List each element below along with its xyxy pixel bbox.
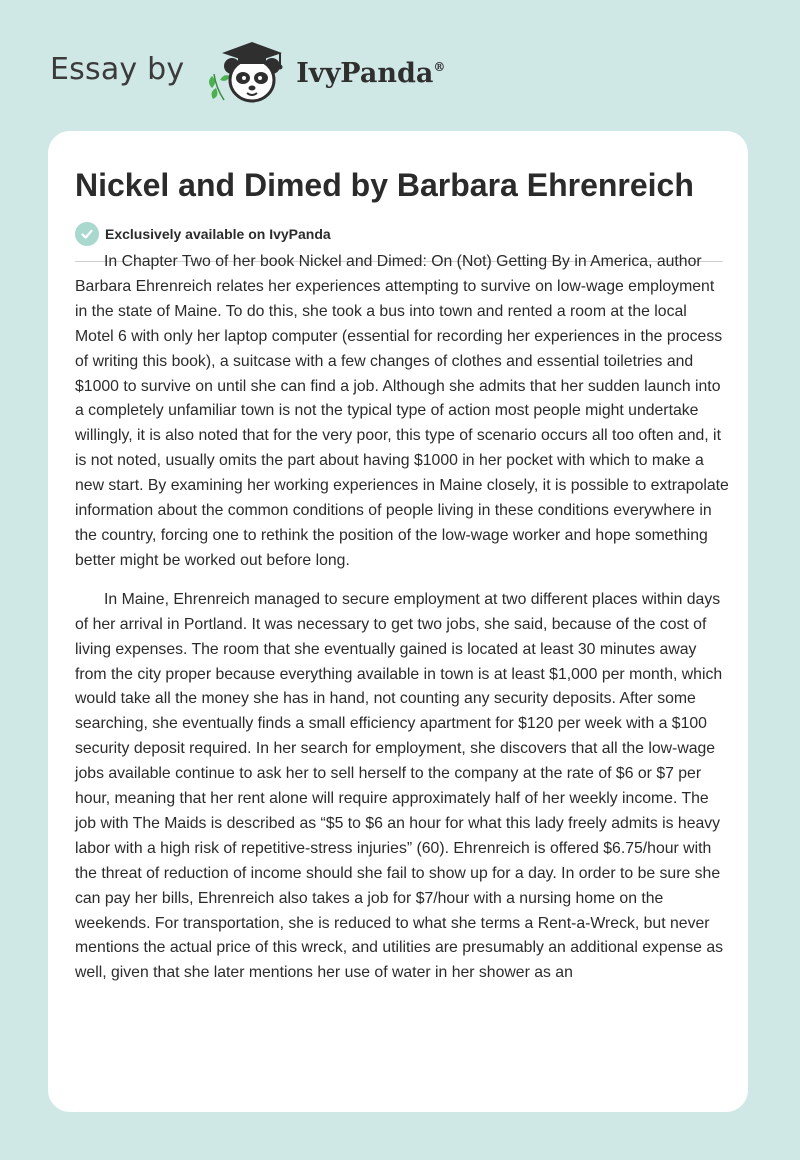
- check-circle-icon: [75, 222, 99, 246]
- essay-title: Nickel and Dimed by Barbara Ehrenreich: [75, 167, 694, 203]
- badge-label: Exclusively available on IvyPanda: [105, 226, 331, 242]
- brand-name-text: IvyPanda: [296, 57, 434, 89]
- brand-header: [50, 36, 445, 108]
- brand-name: [296, 58, 445, 89]
- panda-logo-icon: [202, 36, 290, 108]
- registered-mark: ®: [433, 59, 446, 74]
- paragraph: In Maine, Ehrenreich managed to secure employment at two different places within days of her arrival in Portland. It was necessary to get two jobs, she said, because of the cost of living expenses. The room that she eventually gained is located at least 30 minutes away from the city proper because everything available in town is at least $1,000 per month, which would take all the money she has in hand, not counting any security deposits. After some searching, she eventually finds a small efficiency apartment for $120 per week with a $100 security deposit required. In her search for employment, she discovers that all the low-wage jobs available continue to ask her to sell herself to the company at the rate of $6 or $7 per hour, meaning that her rent alone will require approximately half of her weekly income. The job with The Maids is described as “$5 to $6 an hour for what this lady freely admits is heavy labor with a high risk of repetitive-stress injuries” (60). Ehrenreich is offered $6.75/hour with the threat of reduction of income should she fail to show up for a day. In order to be sure she can pay her bills, Ehrenreich also takes a job for $7/hour with a nursing home on the weekends. For transportation, she is reduced to what she terms a Rent-a-Wreck, but never mentions the actual price of this wreck, and utilities are presumably an additional expense as well, given that she later mentions her use of water in her shower as an: [75, 590, 724, 982]
- brand-prefix: Essay by: [50, 51, 185, 87]
- essay-body: [75, 250, 729, 1000]
- essay-card: [48, 131, 748, 1112]
- exclusive-badge: [75, 222, 331, 246]
- paragraph: In Chapter Two of her book Nickel and Dimed: On (Not) Getting By in America, author Barbara Ehrenreich relates her experiences attempting to survive on low-wage employment in the state of Maine. To do this, she took a bus into town and rented a room at the local Motel 6 with only her laptop computer (essential for recording her experiences in the process of writing this book), a suitcase with a few changes of clothes and essential toiletries and $1000 to survive on until she can find a job. Although she admits that her sudden launch into a completely unfamiliar town is not the typical type of action most people might undertake willingly, it is also noted that for the very poor, this type of scenario occurs all too often and, it is not noted, usually omits the part about having $1000 in her pocket with which to make a new start. By examining her working experiences in Maine closely, it is possible to extrapolate information about the common conditions of people living in these conditions everywhere in the country, forcing one to rethink the position of the low-wage worker and hope something better might be worked out before long.: [75, 253, 729, 569]
